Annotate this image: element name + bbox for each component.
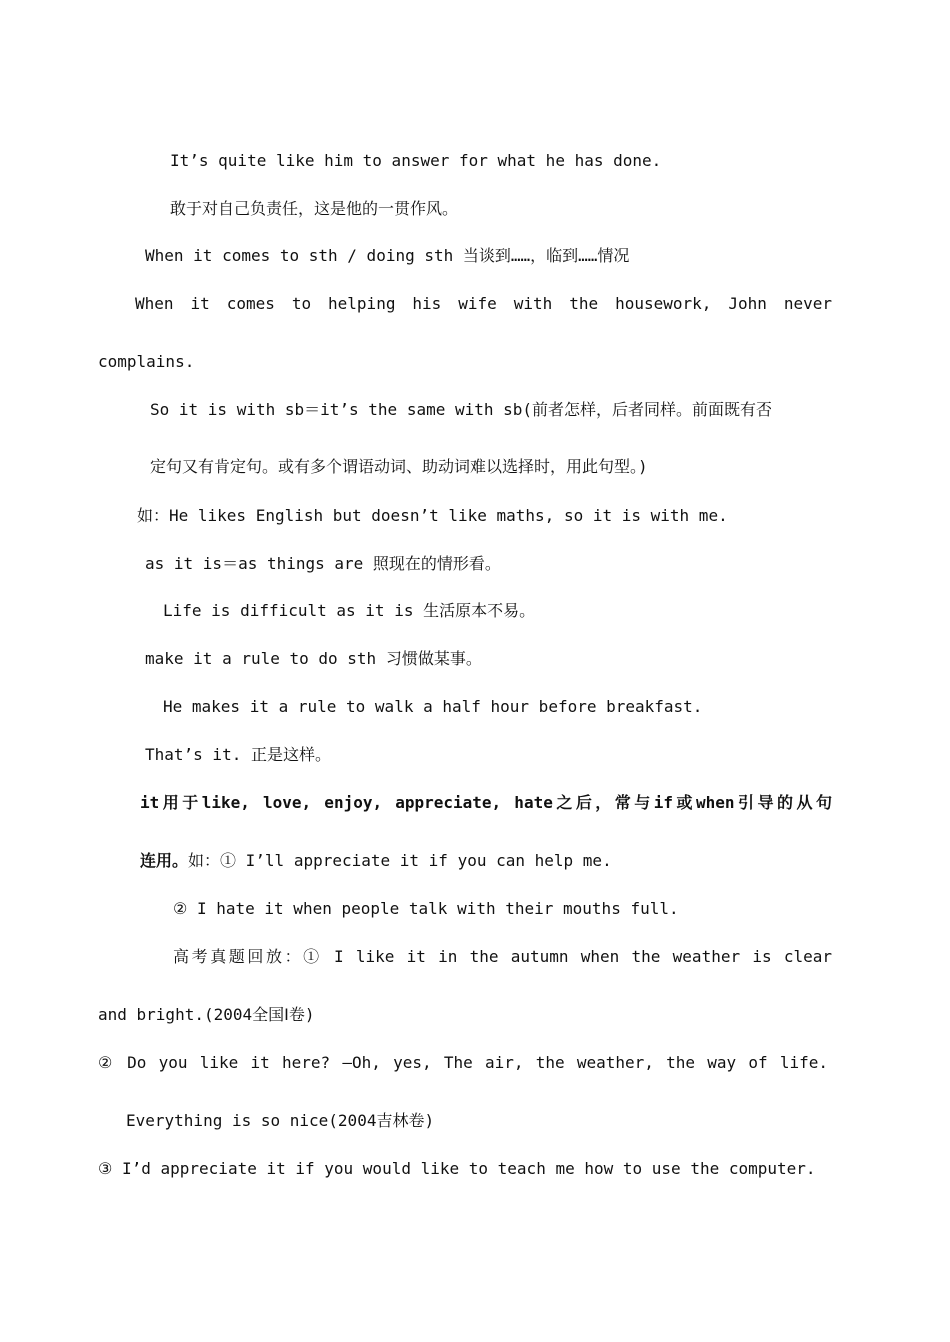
- example-sentence: ② I hate it when people talk with their mouths full.: [173, 899, 679, 918]
- exam-review-text: 高考真题回放：① I like it in the autumn when the weather is clear: [173, 947, 832, 966]
- exam-example: [98, 1053, 828, 1073]
- phrase-note: 定句又有肯定句。或有多个谓语动词、助动词难以选择时，用此句型。): [150, 457, 648, 476]
- phrase-heading: That’s it. 正是这样。: [145, 745, 331, 764]
- exam-example: ③ I’d appreciate it if you would like to teach me how to use the computer.: [98, 1159, 816, 1178]
- exam-review-continuation: and bright.(2004全国Ⅰ卷): [98, 1005, 315, 1024]
- example-sentence: Life is difficult as it is 生活原本不易。: [163, 601, 536, 620]
- phrase-heading: So it is with sb＝it’s the same with sb(前者怎样，后者同样。前面既有否: [150, 400, 773, 419]
- example-sentence-continuation: complains.: [98, 352, 195, 371]
- exam-example-continuation: Everything is so nice(2004吉林卷): [126, 1111, 435, 1130]
- phrase-heading: When it comes to sth / doing sth 当谈到……，临到……情况: [145, 246, 630, 265]
- justified-text: When it comes to helping his wife with the housework, John never: [135, 294, 832, 313]
- example-sentence: He makes it a rule to walk a half hour before breakfast.: [163, 697, 703, 716]
- translation: 敢于对自己负责任，这是他的一贯作风。: [170, 199, 459, 218]
- phrase-heading: make it a rule to do sth 习惯做某事。: [145, 649, 482, 668]
- grammar-rule-end: 连用。: [140, 851, 189, 870]
- grammar-rule: [140, 793, 832, 813]
- example-sentence: 如：He likes English but doesn’t like maths, so it is with me.: [137, 506, 728, 525]
- grammar-rule-text: it用于like, love, enjoy, appreciate, hate之后，常与if或when引导的从句: [140, 793, 832, 812]
- example-sentence: It’s quite like him to answer for what he has done.: [170, 151, 662, 170]
- exam-review: [173, 947, 832, 967]
- example-sentence: 如：① I’ll appreciate it if you can help me.: [188, 851, 612, 870]
- grammar-rule-continuation: [140, 851, 612, 871]
- example-sentence-justified: [135, 294, 832, 314]
- exam-example-text: ② Do you like it here? —Oh, yes, The air, the weather, the way of life.: [98, 1053, 828, 1072]
- phrase-heading: as it is＝as things are 照现在的情形看。: [145, 554, 501, 573]
